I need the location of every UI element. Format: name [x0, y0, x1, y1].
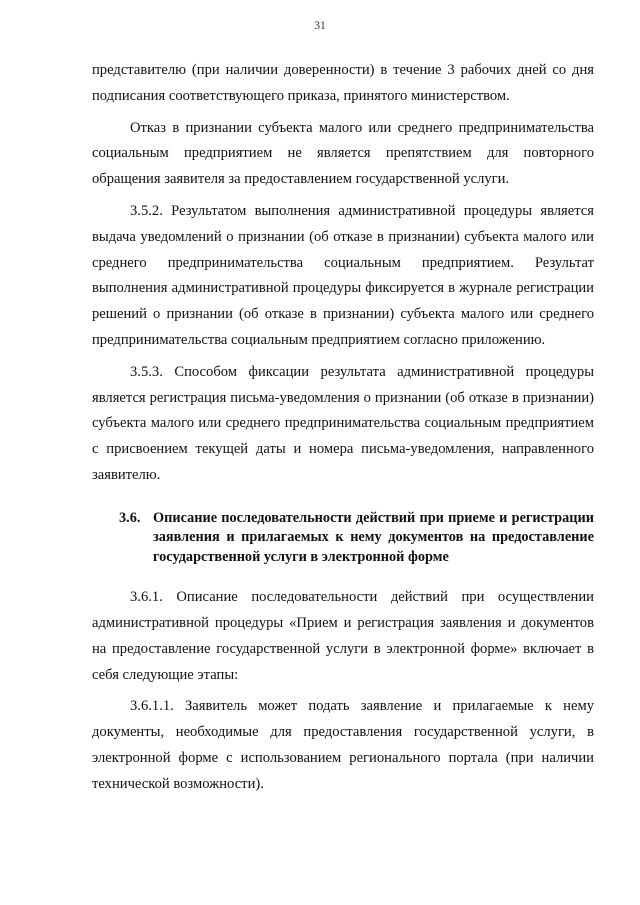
paragraph-refusal: Отказ в признании субъекта малого или среднего предпринимательства социальным предприятием не является препятствием для повторного обращения заявителя за предоставлением государственной услуги.: [92, 119, 594, 188]
paragraph-3-5-3: 3.5.3. Способом фиксации результата административной процедуры является регистрация письма-уведомления о признании (об отказе в признании) субъекта малого или среднего предпринимательства социальным предприятием с присвоением текущей даты и номера письма-уведомления, направленного заявителю.: [92, 363, 594, 483]
section-heading: [92, 509, 594, 568]
paragraph-continuation: представителю (при наличии доверенности) в течение 3 рабочих дней со дня подписания соответствующего приказа, принятого министерством.: [92, 62, 594, 104]
paragraph-3-6-1: 3.6.1. Описание последовательности действий при осуществлении административной процедуры «Прием и регистрация заявления и документов на предоставление государственной услуги в электронной форме» включает в себя следующие этапы:: [92, 589, 594, 683]
paragraph-3-6-1-1: 3.6.1.1. Заявитель может подать заявление и прилагаемые к нему документы, необходимые для предоставления государственной услуги, в электронной форме с использованием регионального портала (при наличии технической возможности).: [92, 698, 594, 792]
section-title: Описание последовательности действий при приеме и регистрации заявления и прилагаемых к нему документов на предоставление государственной услуги в электронной форме: [153, 509, 594, 565]
page-number: 31: [314, 20, 326, 32]
document-body: [92, 58, 594, 798]
section-number: 3.6.: [119, 509, 141, 526]
paragraph-3-5-2: 3.5.2. Результатом выполнения административной процедуры является выдача уведомлений о признании (об отказе в признании) субъекта малого или среднего предпринимательства социальным предприятием. Результат выполнения административной процедуры фиксируется в журнале регистрации решений о признании (об отказе в признании) субъекта малого или среднего предпринимательства социальным предприятием согласно приложению.: [92, 202, 594, 348]
